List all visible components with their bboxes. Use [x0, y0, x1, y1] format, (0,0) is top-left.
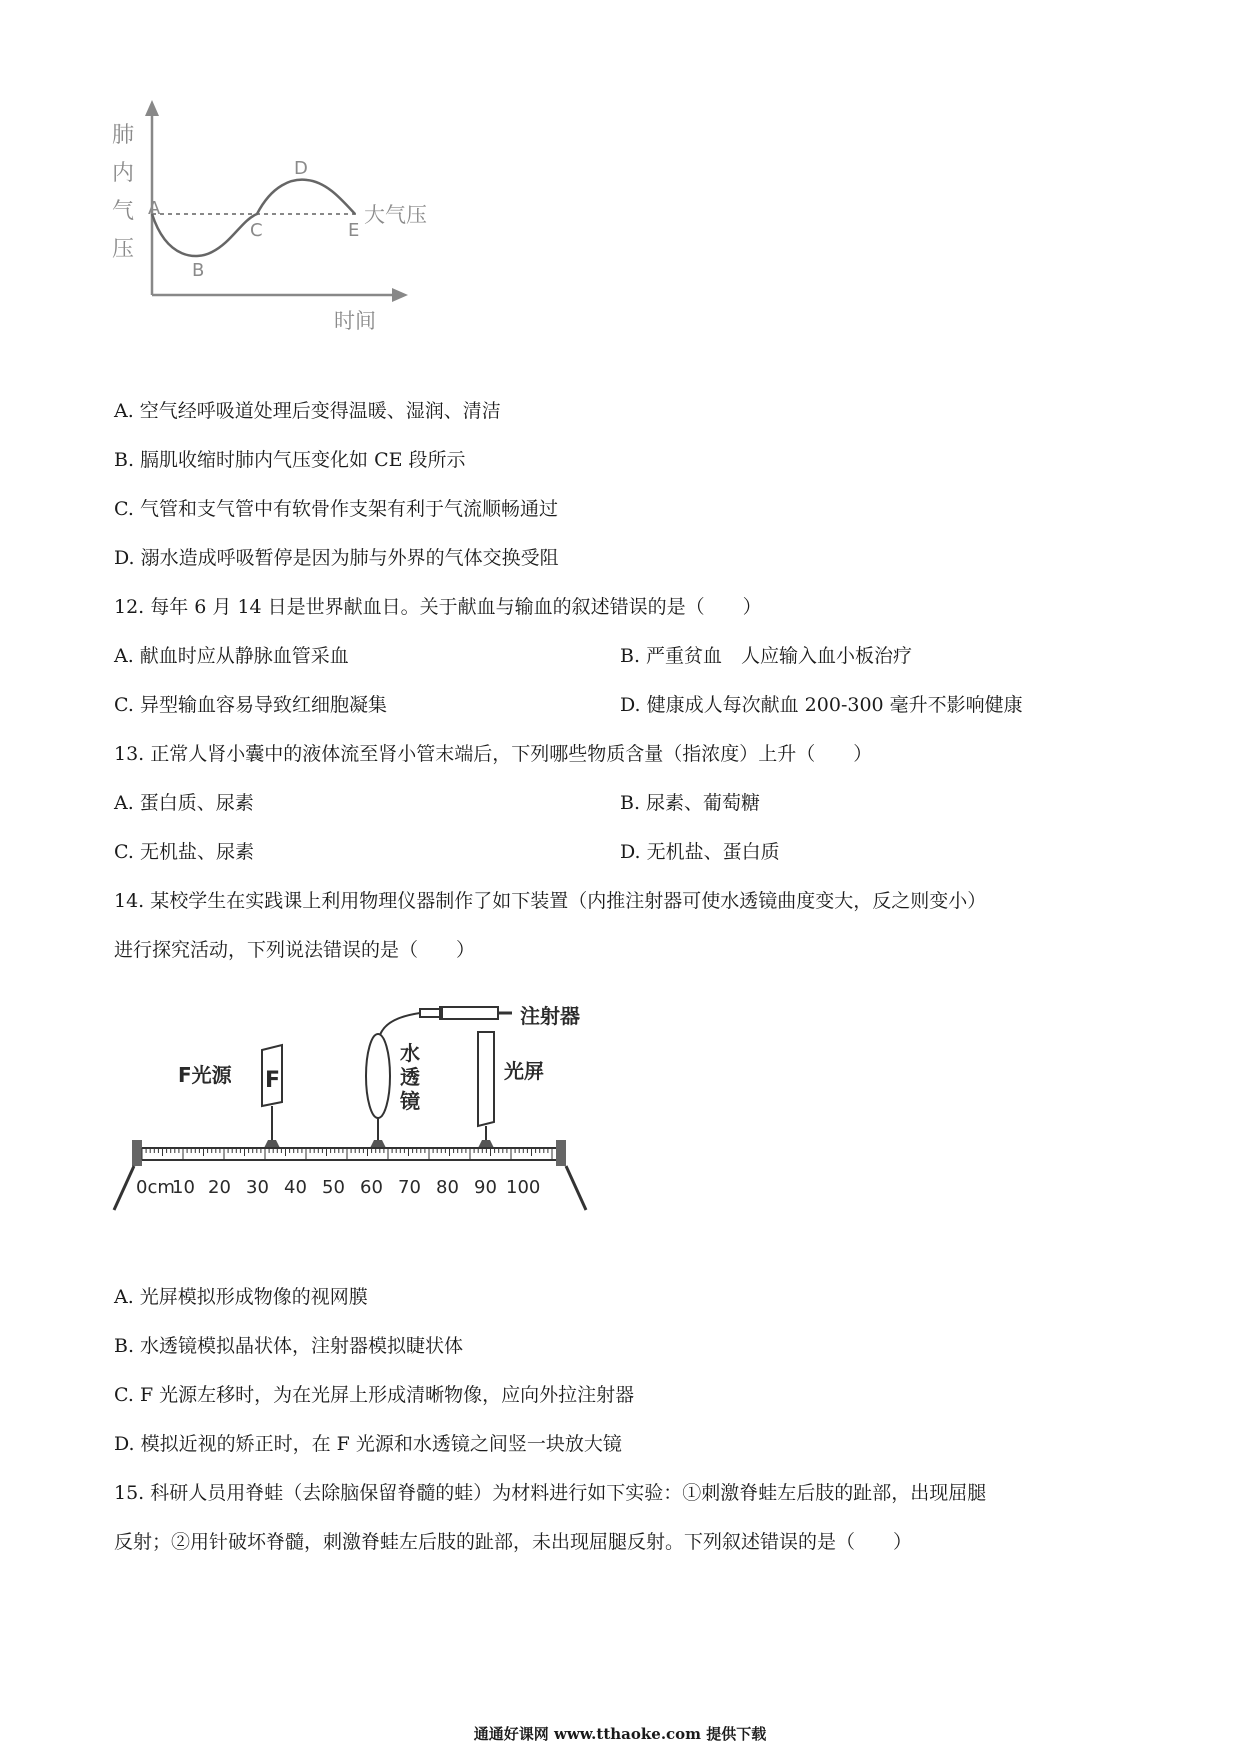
- f-letter: F: [265, 1068, 281, 1093]
- point-label-c: C: [250, 220, 263, 241]
- point-label-a: A: [148, 198, 161, 219]
- scale-label: 70: [398, 1177, 421, 1198]
- q13-option-a: A. 蛋白质、尿素: [114, 792, 254, 814]
- light-source-label: F光源: [178, 1063, 232, 1087]
- syringe-label: 注射器: [520, 1004, 580, 1028]
- q14-option-d: D. 模拟近视的矫正时，在 F 光源和水透镜之间竖一块放大镜: [114, 1433, 622, 1455]
- scale-label: 100: [506, 1177, 541, 1198]
- scale-label: 30: [246, 1177, 269, 1198]
- q11-option-c: C. 气管和支气管中有软骨作支架有利于气流顺畅通过: [114, 498, 558, 520]
- water-lens-label-char: 透: [400, 1065, 420, 1089]
- q14-stem-line1: 14. 某校学生在实践课上利用物理仪器制作了如下装置（内推注射器可使水透镜曲度变大，反之则变小）: [114, 890, 987, 912]
- scale-label: 40: [284, 1177, 307, 1198]
- scale-label: 60: [360, 1177, 383, 1198]
- water-lens-label-char: 镜: [400, 1089, 420, 1113]
- scale-label: 90: [474, 1177, 497, 1198]
- lung-pressure-figure: [112, 100, 472, 380]
- q15-stem-line2: 反射；②用针破坏脊髓，刺激脊蛙左后肢的趾部，未出现屈腿反射。下列叙述错误的是（ ）: [114, 1531, 913, 1553]
- optical-bench-figure: [110, 990, 640, 1255]
- scale-label: 0cm: [136, 1177, 175, 1198]
- y-axis-label-char: 内: [112, 161, 135, 186]
- scale-label: 50: [322, 1177, 345, 1198]
- q12-option-b: B. 严重贫血 人应输入血小板治疗: [620, 645, 913, 667]
- y-axis-label-char: 压: [112, 237, 135, 262]
- q11-option-b: B. 膈肌收缩时肺内气压变化如 CE 段所示: [114, 449, 466, 471]
- q13-stem: 13. 正常人肾小囊中的液体流至肾小管末端后，下列哪些物质含量（指浓度）上升（ ）: [114, 743, 873, 765]
- q13-option-c: C. 无机盐、尿素: [114, 841, 254, 863]
- q15-stem-line1: 15. 科研人员用脊蛙（去除脑保留脊髓的蛙）为材料进行如下实验：①刺激脊蛙左后肢的趾部，出现屈腿: [114, 1482, 987, 1504]
- scale-label: 10: [172, 1177, 195, 1198]
- q14-option-c: C. F 光源左移时，为在光屏上形成清晰物像，应向外拉注射器: [114, 1384, 635, 1406]
- q12-option-a: A. 献血时应从静脉血管采血: [114, 645, 349, 667]
- water-lens-label-char: 水: [400, 1041, 420, 1065]
- q12-option-d: D. 健康成人每次献血 200-300 毫升不影响健康: [620, 694, 1023, 716]
- q11-option-d: D. 溺水造成呼吸暂停是因为肺与外界的气体交换受阻: [114, 547, 559, 569]
- point-label-b: B: [192, 260, 205, 281]
- q13-option-b: B. 尿素、葡萄糖: [620, 792, 761, 814]
- q12-option-c: C. 异型输血容易导致红细胞凝集: [114, 694, 387, 716]
- point-label-d: D: [294, 158, 308, 179]
- y-axis-label-char: 气: [112, 199, 135, 224]
- footer-watermark: 通通好课网 www.tthaoke.com 提供下载: [473, 1725, 767, 1743]
- scale-label: 20: [208, 1177, 231, 1198]
- q12-stem: 12. 每年 6 月 14 日是世界献血日。关于献血与输血的叙述错误的是（ ）: [114, 596, 762, 618]
- atmospheric-pressure-label: 大气压: [364, 203, 427, 227]
- q14-option-b: B. 水透镜模拟晶状体，注射器模拟睫状体: [114, 1335, 464, 1357]
- point-label-e: E: [348, 220, 360, 241]
- x-axis-label: 时间: [334, 309, 376, 333]
- q14-stem-line2: 进行探究活动，下列说法错误的是（ ）: [114, 939, 476, 961]
- q14-option-a: A. 光屏模拟形成物像的视网膜: [114, 1286, 368, 1308]
- q13-option-d: D. 无机盐、蛋白质: [620, 841, 780, 863]
- q11-option-a: A. 空气经呼吸道处理后变得温暖、湿润、清洁: [114, 400, 501, 422]
- light-screen-label: 光屏: [504, 1059, 544, 1083]
- y-axis-label-char: 肺: [112, 123, 135, 148]
- scale-label: 80: [436, 1177, 459, 1198]
